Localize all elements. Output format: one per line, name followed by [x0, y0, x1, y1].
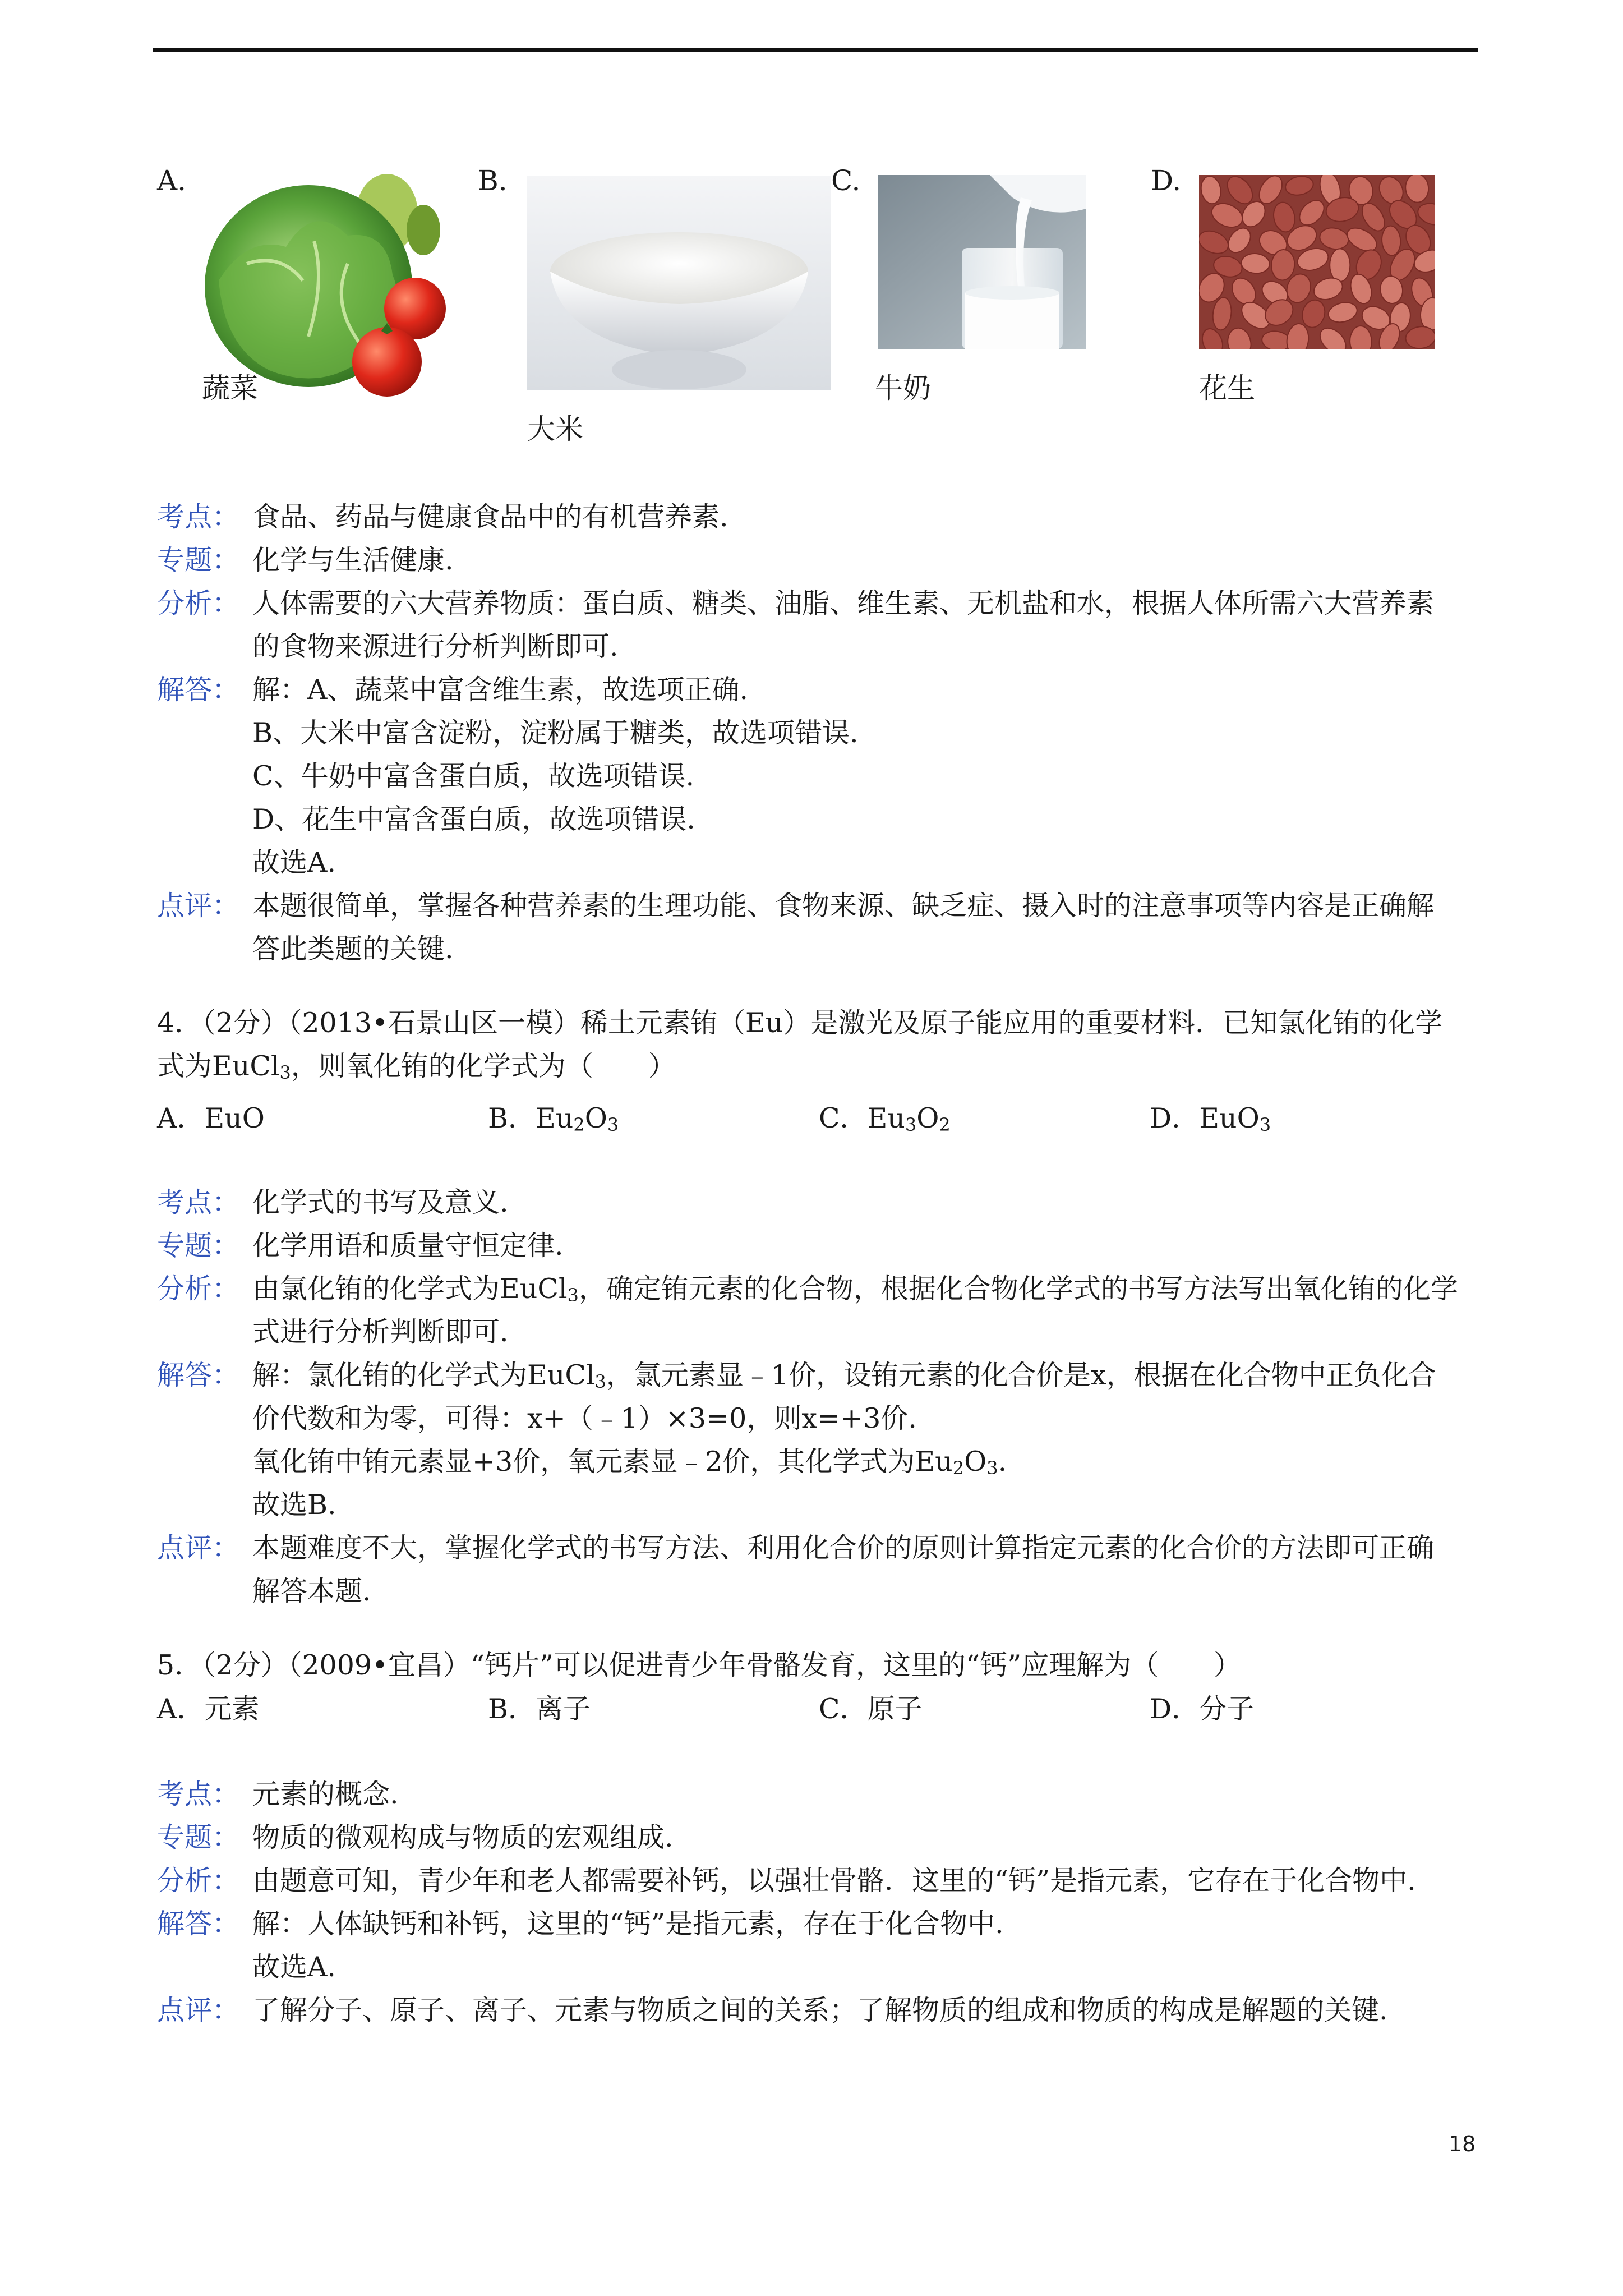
- q5-line1: 5．（2分）（2009•宜昌）“钙片”可以促进青少年骨骼发育，这里的“钙”应理解为（ ）: [157, 1649, 1242, 1681]
- q4-option-c[interactable]: C．$Eu_3O_2$: [819, 1102, 951, 1135]
- jieda-text: 解：氯化铕的化学式为EuCl$_3$，氯元素显﹣1价，设铕元素的化合价是x，根据在化合物中正负化合: [252, 1359, 1436, 1392]
- option-d-caption: 花生: [1199, 372, 1255, 404]
- fenxi-label: 分析：: [157, 587, 240, 619]
- fenxi-label: 分析：: [157, 1865, 240, 1897]
- option-c-caption: 牛奶: [875, 372, 931, 404]
- dianping-label: 点评：: [157, 1994, 240, 2026]
- q4-option-b[interactable]: B．$Eu_2O_3$: [488, 1102, 619, 1135]
- jieda-text: 解：A、蔬菜中富含维生素，故选项正确.: [252, 674, 748, 706]
- jieda-text: 解：人体缺钙和补钙，这里的“钙”是指元素，存在于化合物中.: [252, 1908, 1004, 1940]
- dianping-label: 点评：: [157, 1532, 240, 1564]
- kaodian-text: 食品、药品与健康食品中的有机营养素.: [252, 501, 728, 533]
- dianping-text: 本题难度不大，掌握化学式的书写方法、利用化合价的原则计算指定元素的化合价的方法即可正确: [252, 1532, 1435, 1564]
- peanut-shape: [1199, 175, 1223, 205]
- zhuanti-text: 化学用语和质量守恒定律.: [252, 1230, 564, 1262]
- peanut-shape: [1225, 326, 1253, 349]
- jieda-line: 故选A.: [252, 1951, 336, 1983]
- zhuanti-label: 专题：: [157, 1230, 240, 1262]
- question-5: [157, 1644, 1481, 1687]
- q4-line2: 式为EuCl$_3$，则氧化铕的化学式为（ ）: [157, 1050, 676, 1083]
- option-c-letter: C.: [831, 164, 861, 197]
- peanut-shape: [1224, 224, 1255, 257]
- zhuanti-text: 物质的微观构成与物质的宏观组成.: [252, 1821, 674, 1853]
- option-b-caption: 大米: [527, 413, 583, 445]
- fenxi-text-cont: 的食物来源进行分析判断即可.: [252, 631, 619, 662]
- peanut-shape: [1326, 300, 1359, 325]
- fenxi-text: 由氯化铕的化学式为EuCl$_3$，确定铕元素的化合物，根据化合物化学式的书写方法写出氧化铕的化学: [252, 1273, 1458, 1306]
- peanut-shape: [1381, 226, 1401, 256]
- dianping-text-cont: 解答本题.: [252, 1575, 371, 1607]
- jieda-line: 故选A.: [252, 846, 336, 878]
- option-b-letter: B.: [478, 164, 508, 197]
- q4-line1: 4．（2分）（2013•石景山区一模）稀土元素铕（Eu）是激光及原子能应用的重要材料．已知氯化铕的化学: [157, 1007, 1443, 1039]
- dianping-text: 本题很简单，掌握各种营养素的生理功能、食物来源、缺乏症、摄入时的注意事项等内容是正确解: [252, 890, 1435, 922]
- peanut-shape: [1295, 196, 1329, 230]
- option-a-letter: A.: [157, 164, 187, 197]
- q5-option-a[interactable]: A．元素: [157, 1693, 260, 1725]
- milk-glass-image: [878, 175, 1086, 349]
- option-a-caption: 蔬菜: [202, 372, 258, 404]
- peanut-shape: [1271, 200, 1297, 233]
- fenxi-label: 分析：: [157, 1273, 240, 1305]
- q4-explanation: [157, 1181, 1481, 1613]
- peanut-shape: [1241, 252, 1270, 274]
- dianping-text-cont: 答此类题的关键.: [252, 933, 454, 965]
- q4-option-a[interactable]: A．EuO: [157, 1102, 265, 1134]
- dianping-text: 了解分子、原子、离子、元素与物质之间的关系；了解物质的组成和物质的构成是解题的关键.: [252, 1994, 1388, 2026]
- peanut-shape: [1199, 227, 1232, 257]
- fenxi-text: 由题意可知，青少年和老人都需要补钙，以强壮骨骼．这里的“钙”是指元素，它存在于化合物中.: [252, 1865, 1416, 1897]
- peanut-shape: [1404, 325, 1435, 349]
- jieda-label: 解答：: [157, 1908, 240, 1940]
- q4-option-d[interactable]: D．EuO$_3$: [1150, 1102, 1271, 1135]
- kaodian-text: 元素的概念.: [252, 1778, 399, 1810]
- page-number: 18: [1449, 2132, 1476, 2156]
- q5-option-c[interactable]: C．原子: [819, 1693, 923, 1725]
- q4-choices: [157, 1097, 1481, 1140]
- jieda-label: 解答：: [157, 674, 240, 706]
- question-4: [157, 1001, 1481, 1088]
- dianping-label: 点评：: [157, 890, 240, 922]
- q5-option-d[interactable]: D．分子: [1150, 1693, 1255, 1725]
- peanut-shape: [1415, 200, 1435, 228]
- peanut-shape: [1330, 249, 1350, 282]
- q5-option-b[interactable]: B．离子: [488, 1693, 591, 1725]
- peanuts-image: [1199, 175, 1435, 349]
- peanut-shape: [1211, 296, 1233, 331]
- q5-explanation: [157, 1773, 1481, 2032]
- peanut-shape: [1349, 325, 1372, 349]
- kaodian-label: 考点：: [157, 501, 240, 533]
- rice-bowl-image: [527, 176, 831, 390]
- q5-choices: [157, 1687, 1481, 1731]
- kaodian-label: 考点：: [157, 1186, 240, 1218]
- peanut-shape: [1404, 175, 1430, 203]
- jieda-line: 故选B.: [252, 1489, 336, 1521]
- peanut-shape: [1315, 323, 1350, 349]
- jieda-line: 价代数和为零，可得：x+（﹣1）×3=0，则x=+3价.: [252, 1402, 917, 1434]
- zhuanti-label: 专题：: [157, 1821, 240, 1853]
- jieda-line: B、大米中富含淀粉，淀粉属于糖类，故选项错误.: [252, 717, 859, 749]
- header-rule: [153, 48, 1478, 52]
- kaodian-text: 化学式的书写及意义.: [252, 1186, 509, 1218]
- option-d-letter: D.: [1151, 164, 1182, 197]
- vegetables-image: [202, 168, 449, 404]
- zhuanti-text: 化学与生活健康.: [252, 544, 454, 576]
- peanut-shape: [1318, 226, 1350, 252]
- q3-explanation: [157, 495, 1481, 970]
- peanut-shape: [1285, 323, 1310, 349]
- zhuanti-label: 专题：: [157, 544, 240, 576]
- jieda-line: C、牛奶中富含蛋白质，故选项错误.: [252, 760, 695, 792]
- jieda-line: 氧化铕中铕元素显+3价，氧元素显﹣2价，其化学式为$Eu_2O_3$.: [252, 1446, 1007, 1479]
- kaodian-label: 考点：: [157, 1778, 240, 1810]
- fenxi-text-cont: 式进行分析判断即可.: [252, 1316, 509, 1348]
- jieda-label: 解答：: [157, 1359, 240, 1391]
- peanut-shape: [1284, 175, 1315, 197]
- fenxi-text: 人体需要的六大营养物质：蛋白质、糖类、油脂、维生素、无机盐和水，根据人体所需六大营养素: [252, 587, 1435, 619]
- jieda-line: D、花生中富含蛋白质，故选项错误.: [252, 803, 695, 835]
